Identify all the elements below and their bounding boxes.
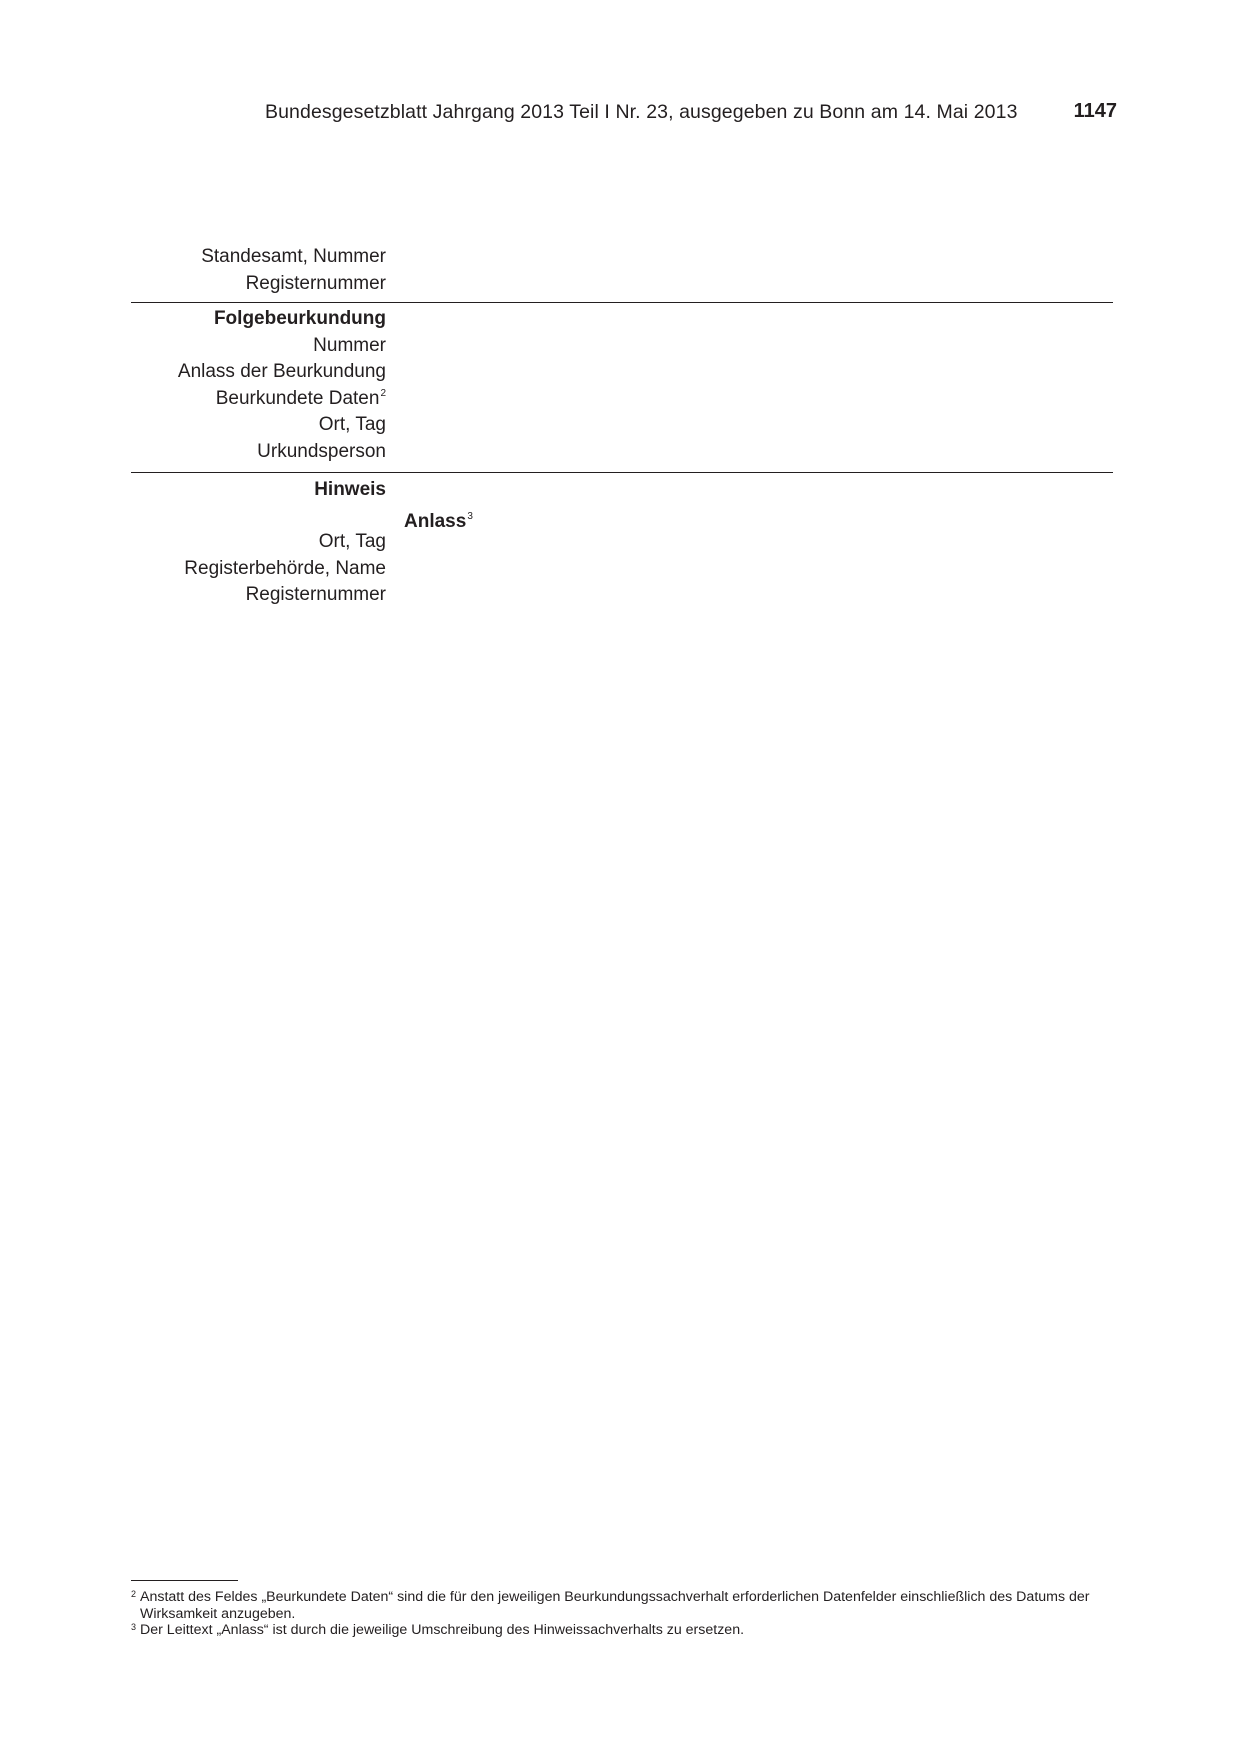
footnote-ref-3: 3 — [467, 511, 473, 522]
footnote-divider — [131, 1580, 238, 1581]
footnote-3 — [131, 1622, 1113, 1639]
hinweis-section — [130, 477, 386, 504]
label-beurkundete-daten-row — [130, 386, 386, 413]
label-ort-tag: Ort, Tag — [318, 531, 386, 552]
folgebeurkundung-section — [130, 306, 386, 465]
label-beurkundete-daten: Beurkundete Daten — [215, 387, 380, 409]
footnote-text: Der Leittext „Anlass“ ist durch die jeweilige Umschreibung des Hinweissachverhalts zu ersetzen. — [140, 1622, 745, 1638]
footnote-2 — [131, 1589, 1113, 1622]
footnote-mark: 3 — [131, 1622, 137, 1632]
footnote-ref-2: 2 — [380, 387, 386, 399]
label-registernummer: Registernummer — [245, 584, 386, 605]
label-registernummer: Registernummer — [245, 272, 386, 294]
label-anlass-der-beurkundung: Anlass der Beurkundung — [177, 361, 386, 382]
label-standesamt-nummer: Standesamt, Nummer — [201, 246, 386, 267]
label-nummer: Nummer — [313, 334, 386, 356]
hinweis-fields — [130, 529, 386, 609]
footnote-mark: 2 — [131, 1589, 137, 1599]
footnotes — [131, 1589, 1113, 1639]
label-anlass: Anlass — [404, 511, 467, 532]
register-section — [130, 244, 386, 297]
label-registerbehoerde-name: Registerbehörde, Name — [184, 557, 386, 579]
label-urkundsperson: Urkundsperson — [257, 440, 386, 462]
section-divider — [131, 472, 1113, 473]
label-anlass-row — [404, 509, 473, 535]
running-title: Bundesgesetzblatt Jahrgang 2013 Teil I Nr. 23, ausgegeben zu Bonn am 14. Mai 2013 — [265, 101, 1018, 123]
section-title-hinweis: Hinweis — [314, 479, 386, 500]
section-divider — [131, 302, 1113, 303]
page-number: 1147 — [1073, 100, 1117, 122]
footnote-text: Anstatt des Feldes „Beurkundete Daten“ sind die für den jeweiligen Beurkundungssachverhalt erforderlichen Datenfelder einschließlich des Datums der Wirksamkeit anzugeben. — [140, 1589, 1090, 1622]
section-title-folgebeurkundung: Folgebeurkundung — [213, 308, 386, 329]
label-ort-tag: Ort, Tag — [318, 414, 386, 435]
